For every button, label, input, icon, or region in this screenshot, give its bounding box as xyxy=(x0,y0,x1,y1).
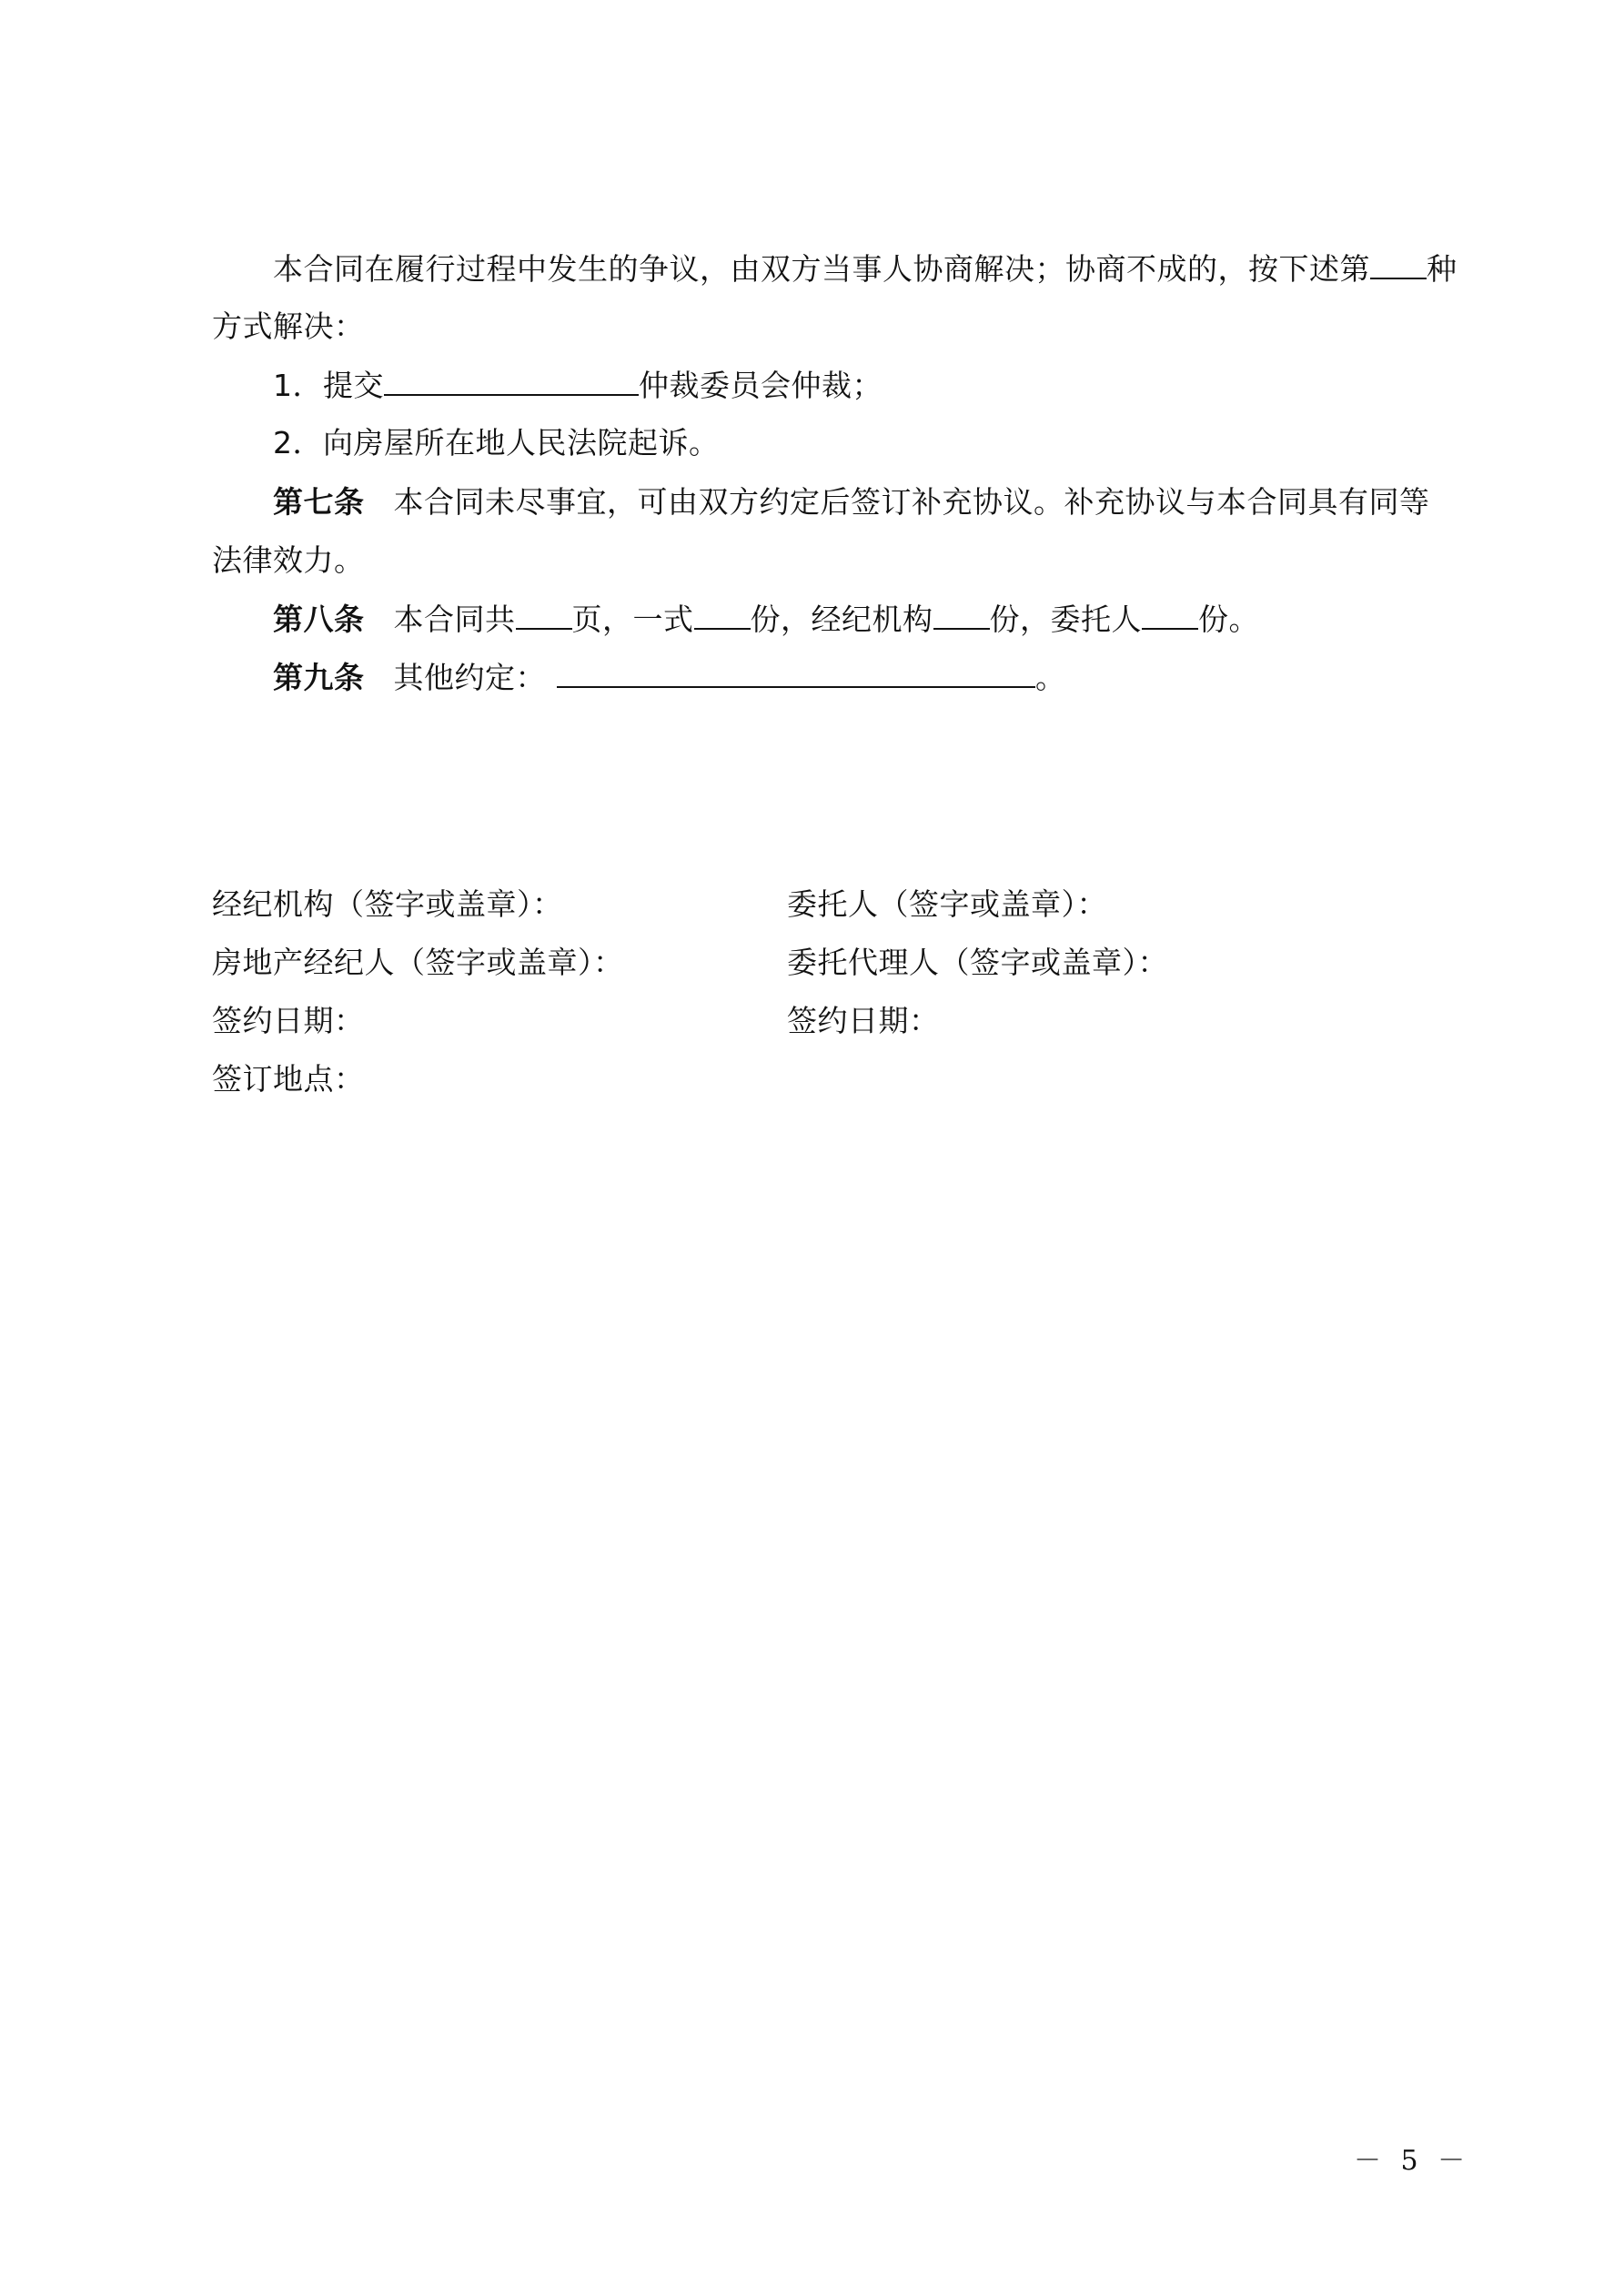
article-8-text-3: 份，经纪机构 xyxy=(750,602,933,637)
article-8 xyxy=(273,601,1259,638)
client-copies-blank xyxy=(1142,601,1198,630)
client-agent-signature-label: 委托代理人（签字或盖章）： xyxy=(787,945,1168,980)
article-8-heading: 第八条 xyxy=(273,602,365,637)
client-signature-label: 委托人（签字或盖章）： xyxy=(787,886,1107,922)
agency-signature-label: 经纪机构（签字或盖章）： xyxy=(212,886,563,922)
method-number-blank xyxy=(1370,250,1427,279)
client-sign-date-label: 签约日期： xyxy=(787,1003,940,1038)
agency-sign-date-label: 签约日期： xyxy=(212,1003,365,1038)
dispute-option-2: 2．向房屋所在地人民法院起诉。 xyxy=(273,425,720,460)
sign-location-label: 签订地点： xyxy=(212,1061,365,1097)
article-8-text-5: 份。 xyxy=(1198,602,1259,637)
other-terms-blank xyxy=(557,659,1035,688)
agency-copies-blank xyxy=(933,601,990,630)
article-8-text-1: 本合同共 xyxy=(393,602,516,637)
article-8-text-4: 份，委托人 xyxy=(989,602,1142,637)
dispute-text: 本合同在履行过程中发生的争议，由双方当事人协商解决；协商不成的，按下述第 xyxy=(273,251,1370,287)
article-7-heading: 第七条 xyxy=(273,484,365,520)
article-7-line1 xyxy=(273,484,1430,521)
page-count-blank xyxy=(516,601,572,630)
option-1-suffix: 仲裁委员会仲裁； xyxy=(639,368,883,403)
page-number: － 5 － xyxy=(1354,2145,1471,2177)
dispute-text-end: 种 xyxy=(1427,251,1458,287)
option-1-prefix: 1．提交 xyxy=(273,368,384,403)
article-8-text-2: 页，一式 xyxy=(571,602,694,637)
copies-total-blank xyxy=(694,601,751,630)
dispute-option-1 xyxy=(273,367,883,404)
article-9-heading: 第九条 xyxy=(273,660,365,695)
article-9-text-1: 其他约定： xyxy=(393,660,546,695)
article-9-text-2: 。 xyxy=(1035,660,1066,695)
dispute-paragraph-line1 xyxy=(273,250,1458,288)
agent-signature-label: 房地产经纪人（签字或盖章）： xyxy=(212,945,624,980)
article-9 xyxy=(273,659,1066,696)
dispute-paragraph-line2: 方式解决： xyxy=(212,308,365,344)
arbitration-commission-blank xyxy=(384,367,639,396)
article-7-text: 本合同未尽事宜，可由双方约定后签订补充协议。补充协议与本合同具有同等 xyxy=(393,484,1430,520)
article-7-line2: 法律效力。 xyxy=(212,542,365,578)
